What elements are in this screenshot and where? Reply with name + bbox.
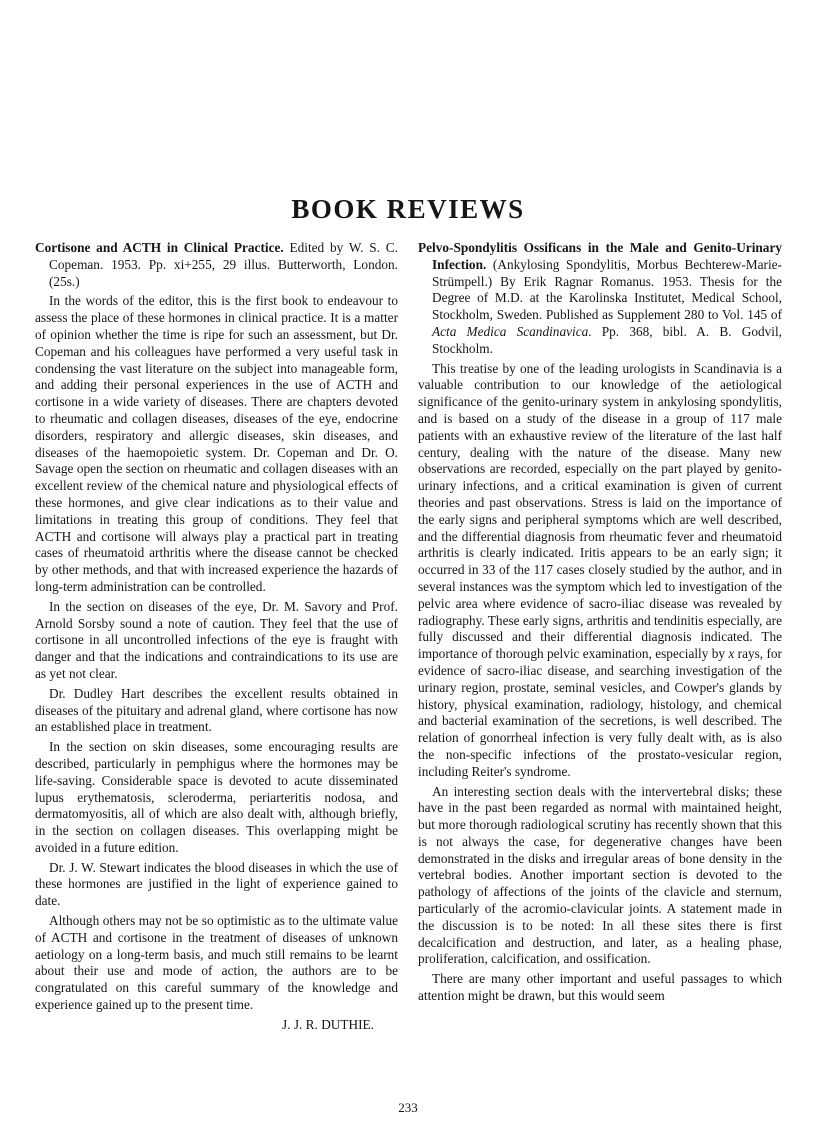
right-paragraph-text: This treatise by one of the leading urologists in Scandinavia is a valuable contribution to our knowledge of the aetiological significance of the genito-urinary system in ankylosing spondylitis, and is based on a study of the disease in a group of 117 male patients with an exhaustive review of the literature of the last half century, dealing with the nature of the disease. Many new observations are recorded, especially on the part played by genito-urinary infections, and a critical examination is given of current theories and past observations. Stress is laid on the importance of the early signs and peripheral symptoms which are well described, and the differential diagnosis from rheumatic fever and rheumatoid arthritis is clearly indicated. Iritis appears to be an early sign; it occurred in 33 of the 117 cases closely studied by the author, and in several instances was the symptom which led to investigation of the pelvic area where evidence of sacro-iliac disease was revealed by radiography. These early signs, arthritis and tendinitis especially, are fully discussed and their differential diagnosis indicated. The importance of thorough pelvic examination, especially by [418,360,782,662]
right-review-heading [418,240,782,358]
right-paragraph [418,361,782,781]
right-book-details-end: . Pp. 368, bibl. A. B. Godvil, Stockholm. [432,323,782,356]
left-review-heading [35,240,398,290]
page-title: BOOK REVIEWS [291,194,525,224]
right-paragraph: There are many other important and useful passages to which attention might be drawn, but this would seem [418,971,782,1004]
left-book-details: Edited by W. S. C. Copeman. 1953. Pp. xi+255, 29 illus. Butterworth, London. (25s.) [49,240,398,289]
left-paragraph: In the section on skin diseases, some encouraging results are described, particularly in pemphigus where the hormones may be life-saving. Considerable space is devoted to acute disseminated lupus erythematosis, scleroderma, periarteritis nodosa, and dermatomyositis, all of which are also dealt with, although briefly, in the section on collagen diseases. This overlapping might be avoided in a future edition. [35,739,398,855]
reviewer-signature: J. J. R. DUTHIE. [282,1016,374,1032]
left-book-title: Cortisone and ACTH in Clinical Practice. [35,240,284,255]
right-book-title: Pelvo-Spondylitis Ossificans in the Male and Genito-Urinary Infection. [418,240,782,272]
right-paragraph: An interesting section deals with the intervertebral disks; these have in the past been regarded as normal with maintained height, but more thorough radiological scrutiny has recently shown that this is not always the case, for degenerative changes have been demonstrated in the disks and irregular areas of bone density in the vertebral bodies. Another important section is devoted to the pathology of affections of the joints of the clavicle and sternum, particularly of the acromio-clavicular joints. A statement made in the discussion is to be noted: In all these sites there is first decalcification and destruction, and later, as a healing phase, proliferation, calcification, and ossification. [418,783,782,967]
right-paragraph-text: rays, for evidence of sacro-iliac disease, and searching investigation of the urinary region, prostate, seminal vesicles, and Cowper's glands by history, physical examination, radiology, histology, and chemical and bacterial examination of the secretions, is well described. The relation of gonorrheal infection is very fully dealt with, as is also the non-specific infections of the prostato-vesicular region, including Reiter's syndrome. [418,646,782,779]
left-paragraph: Dr. J. W. Stewart indicates the blood diseases in which the use of these hormones are justified in the light of experience gained to date. [35,859,398,909]
right-paragraph-italic: x [728,646,735,662]
left-paragraph: Although others may not be so optimistic as to the ultimate value of ACTH and cortisone in the treatment of diseases of unknown aetiology on a long-term basis, and much still remains to be learnt about their use and mode of action, the authors are to be congratulated on this careful summary of the knowledge and experience gained up to the present time. [35,913,398,1013]
left-paragraph: In the words of the editor, this is the first book to endeavour to assess the place of these hormones in clinical practice. It is a matter of opinion whether the time is ripe for such an assessment, but Dr. Copeman and his colleagues have performed a very useful task in condensing the vast literature on the subject into manageable form, and adding their personal experiences in the use of ACTH and cortisone in a wide variety of diseases. There are chapters devoted to rheumatic and collagen diseases, diseases of the eye, endocrine disorders, respiratory and allergic diseases, skin diseases, and diseases of the haemopoietic system. Dr. Copeman and Dr. O. Savage open the section on rheumatic and collagen diseases with an excellent review of the chemical nature and physiological effects of these hormones, and give clear indications as to their value and limitations in treating this group of conditions. They feel that ACTH and cortisone will always play a practical part in treating cases of rheumatoid arthritis where the disease cannot be checked by other methods, and that with increased experience the hazards of long-term administration can be controlled. [35,293,398,594]
left-paragraph: In the section on diseases of the eye, Dr. M. Savory and Prof. Arnold Sorsby sound a note of caution. They feel that the use of cortisone in all uncontrolled infections of the eye is fraught with danger and that the indications and contraindications to its use are as yet not clear. [35,598,398,681]
left-review [35,240,398,1037]
page-number: 233 [398,1100,418,1115]
journal-name: Acta Medica Scandinavica [432,323,589,339]
right-book-details: (Ankylosing Spondylitis, Morbus Bechterew-Marie-Strümpell.) By Erik Ragnar Romanus. 1953. Thesis for the Degree of M.D. at the Karolinska Institutet, Medical School, Stockholm, Sweden. Published as Supplement 280 to Vol. 145 of [432,256,782,323]
left-paragraph: Dr. Dudley Hart describes the excellent results obtained in diseases of the pituitary and adrenal gland, where cortisone has now an established place in treatment. [35,685,398,735]
right-review [418,240,782,1008]
